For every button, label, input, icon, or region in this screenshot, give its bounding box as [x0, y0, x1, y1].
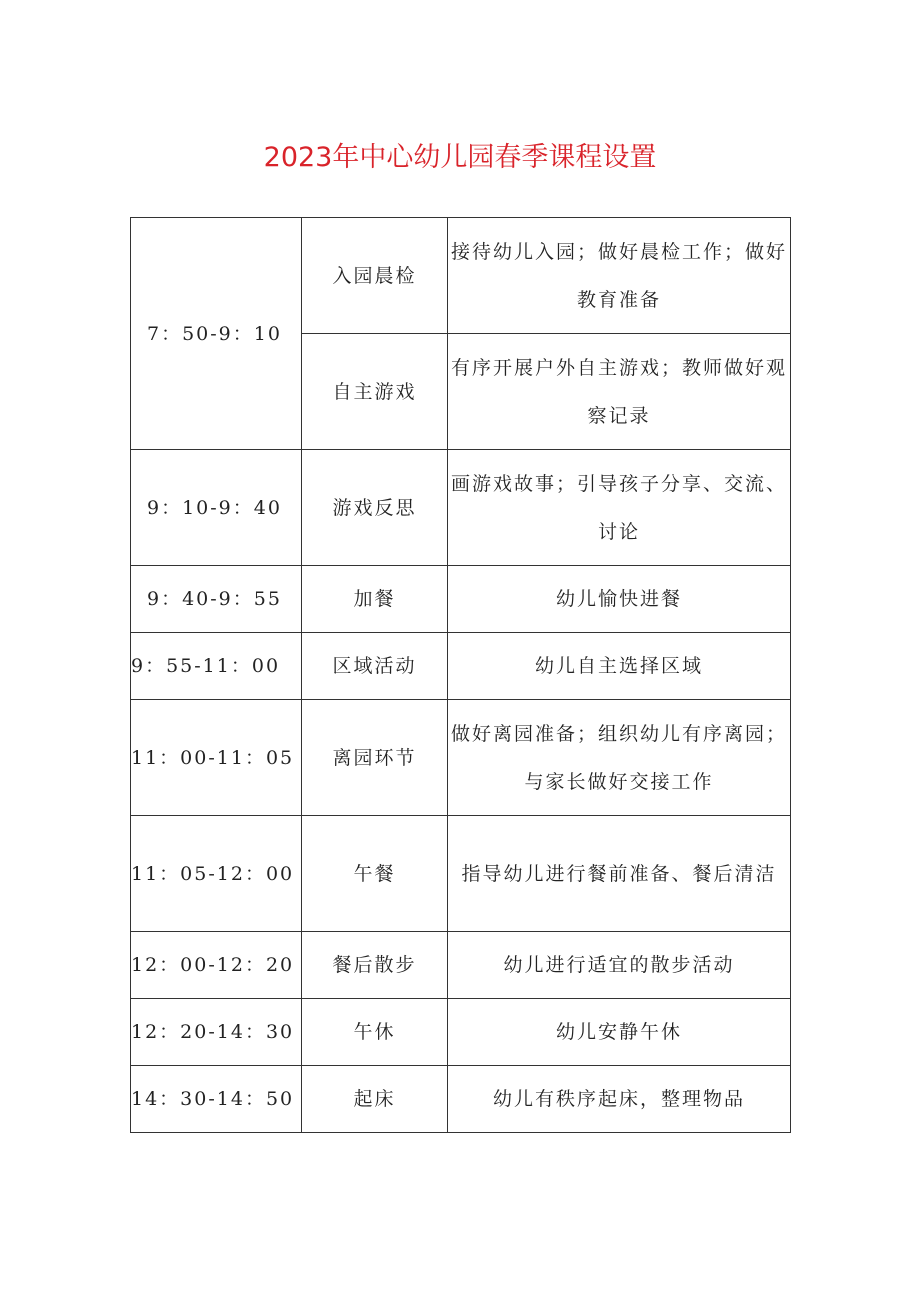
table-row — [131, 633, 791, 700]
description-text: 有序开展户外自主游戏；教师做好观察记录 — [450, 356, 787, 427]
table-row — [131, 566, 791, 633]
description-cell — [448, 816, 791, 932]
activity-cell: 离园环节 — [302, 700, 448, 816]
table-row — [131, 1066, 791, 1133]
time-cell: 9：55-11：00 — [131, 633, 302, 700]
description-text: 幼儿自主选择区域 — [534, 655, 703, 677]
time-cell: 11：00-11：05 — [131, 700, 302, 816]
description-text: 指导幼儿进行餐前准备、餐后清洁 — [461, 862, 777, 885]
activity-cell: 加餐 — [302, 566, 448, 633]
description-text: 画游戏故事；引导孩子分享、交流、讨论 — [450, 472, 787, 543]
description-cell — [448, 1066, 791, 1133]
description-text: 幼儿愉快进餐 — [555, 588, 682, 610]
description-text: 幼儿进行适宜的散步活动 — [503, 954, 735, 976]
description-text: 幼儿有秩序起床，整理物品 — [492, 1088, 745, 1110]
description-text: 做好离园准备；组织幼儿有序离园；与家长做好交接工作 — [450, 722, 787, 793]
activity-cell: 餐后散步 — [302, 932, 448, 999]
activity-cell: 起床 — [302, 1066, 448, 1133]
table-row — [131, 932, 791, 999]
table-row — [131, 450, 791, 566]
table-row — [131, 999, 791, 1066]
time-cell: 9：10-9：40 — [131, 450, 302, 566]
description-cell — [448, 218, 791, 334]
table-row — [131, 700, 791, 816]
activity-cell: 游戏反思 — [302, 450, 448, 566]
description-cell — [448, 999, 791, 1066]
description-cell — [448, 700, 791, 816]
time-cell: 12：00-12：20 — [131, 932, 302, 999]
description-text: 接待幼儿入园；做好晨检工作；做好教育准备 — [450, 240, 787, 311]
table-row — [131, 218, 791, 334]
activity-cell: 入园晨检 — [302, 218, 448, 334]
schedule-table — [130, 217, 791, 1133]
time-cell: 12：20-14：30 — [131, 999, 302, 1066]
table-row — [131, 816, 791, 932]
time-cell: 14：30-14：50 — [131, 1066, 302, 1133]
activity-cell: 区域活动 — [302, 633, 448, 700]
activity-cell: 自主游戏 — [302, 334, 448, 450]
activity-cell: 午餐 — [302, 816, 448, 932]
time-cell: 11：05-12：00 — [131, 816, 302, 932]
description-cell — [448, 450, 791, 566]
description-cell — [448, 334, 791, 450]
description-cell — [448, 932, 791, 999]
time-cell: 7：50-9：10 — [131, 218, 302, 450]
page-title: 2023年中心幼儿园春季课程设置 — [263, 142, 657, 173]
description-text: 幼儿安静午休 — [555, 1021, 682, 1043]
description-cell — [448, 566, 791, 633]
time-cell: 9：40-9：55 — [131, 566, 302, 633]
description-cell — [448, 633, 791, 700]
activity-cell: 午休 — [302, 999, 448, 1066]
